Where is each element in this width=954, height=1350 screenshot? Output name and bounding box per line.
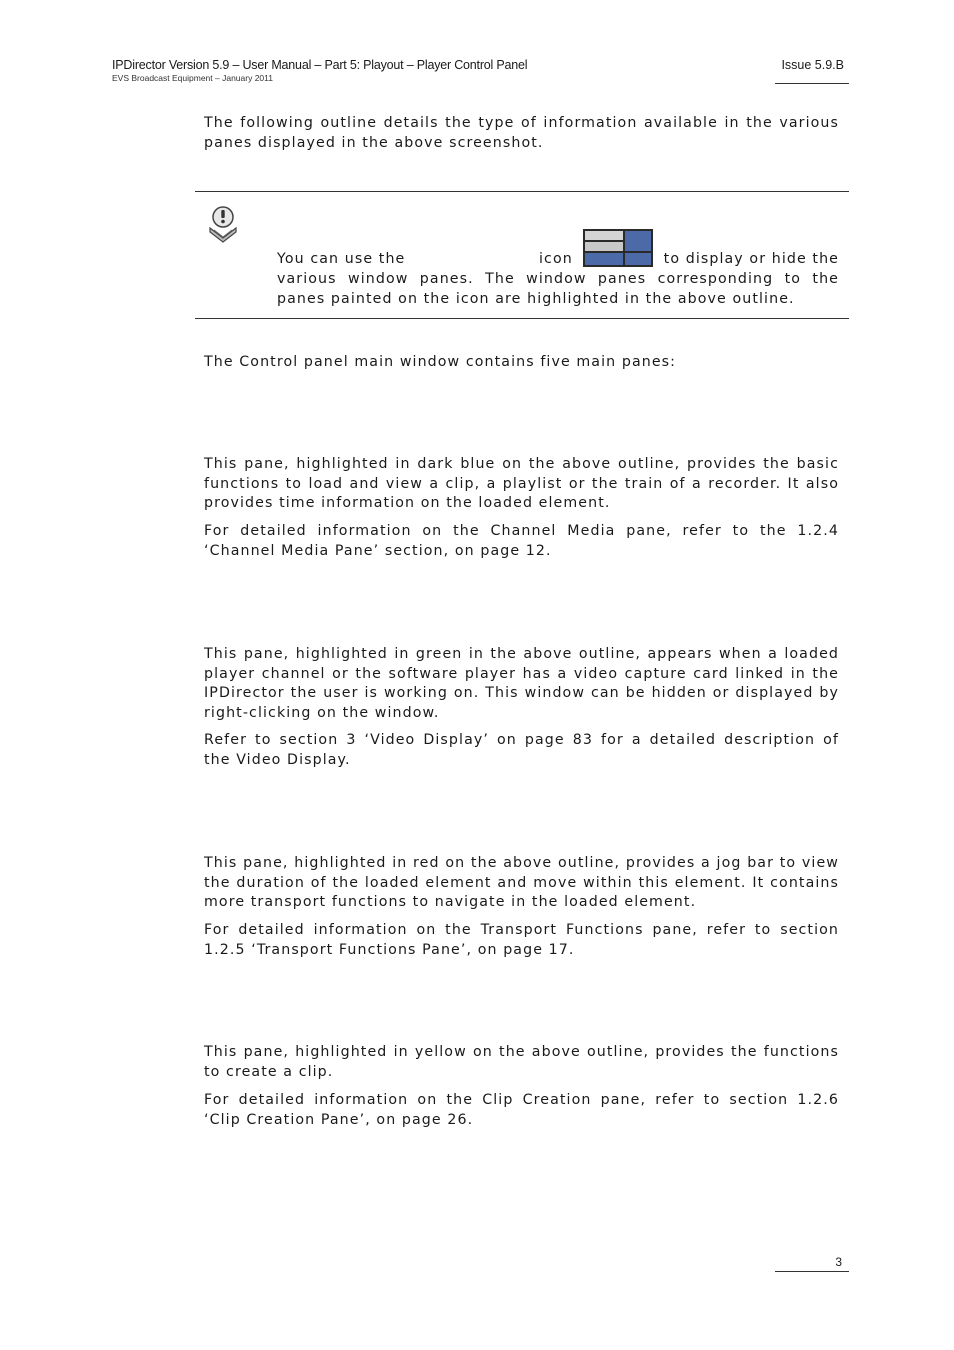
transport-functions-reference: For detailed information on the Transport Functions pane, refer to section 1.2.5 ‘Transport Functions Pane’, on page 17. bbox=[204, 922, 839, 958]
note-text-start: You can use the bbox=[277, 251, 406, 267]
channel-media-description: This pane, highlighted in dark blue on the above outline, provides the basic functions to load and view a clip, a playlist or the train of a recorder. It also provides time information on the loaded element. bbox=[204, 456, 839, 511]
window-panes-icon bbox=[583, 229, 653, 267]
intro-paragraph: The following outline details the type of information available in the various panes displayed in the above screenshot. bbox=[204, 115, 839, 151]
video-display-description: This pane, highlighted in green in the above outline, appears when a loaded player channel or the software player has a video capture card linked in the IPDirector the user is working on. This window can be hidden or displayed by right-clicking on the window. bbox=[204, 646, 839, 721]
video-display-reference: Refer to section 3 ‘Video Display’ on page 83 for a detailed description of the Video Display. bbox=[204, 732, 839, 768]
header-issue: Issue 5.9.B bbox=[781, 58, 844, 72]
note-text-icon: icon bbox=[539, 251, 573, 267]
header-rule bbox=[775, 83, 849, 84]
main-panes-intro: The Control panel main window contains five main panes: bbox=[204, 354, 677, 370]
channel-media-reference: For detailed information on the Channel Media pane, refer to the 1.2.4 ‘Channel Media Pane’ section, on page 12. bbox=[204, 523, 839, 559]
clip-creation-reference: For detailed information on the Clip Creation pane, refer to section 1.2.6 ‘Clip Creation Pane’, on page 26. bbox=[204, 1092, 839, 1128]
transport-functions-description: This pane, highlighted in red on the above outline, provides a jog bar to view the duration of the loaded element and move within this element. It contains more transport functions to navigate in the loaded element. bbox=[204, 855, 839, 910]
header-subtitle: EVS Broadcast Equipment – January 2011 bbox=[112, 73, 273, 83]
note-bottom-rule bbox=[195, 318, 849, 319]
note-paragraph: various window panes. The window panes corresponding to the panes painted on the icon are highlighted in the above outline. bbox=[277, 271, 839, 307]
page-number: 3 bbox=[835, 1255, 842, 1269]
tip-icon bbox=[206, 204, 240, 246]
clip-creation-description: This pane, highlighted in yellow on the above outline, provides the functions to create a clip. bbox=[204, 1044, 839, 1080]
header-title: IPDirector Version 5.9 – User Manual – Part 5: Playout – Player Control Panel bbox=[112, 58, 528, 72]
footer-rule bbox=[775, 1271, 849, 1272]
note-top-rule bbox=[195, 191, 849, 192]
note-text-end: to display or hide the bbox=[663, 251, 839, 267]
